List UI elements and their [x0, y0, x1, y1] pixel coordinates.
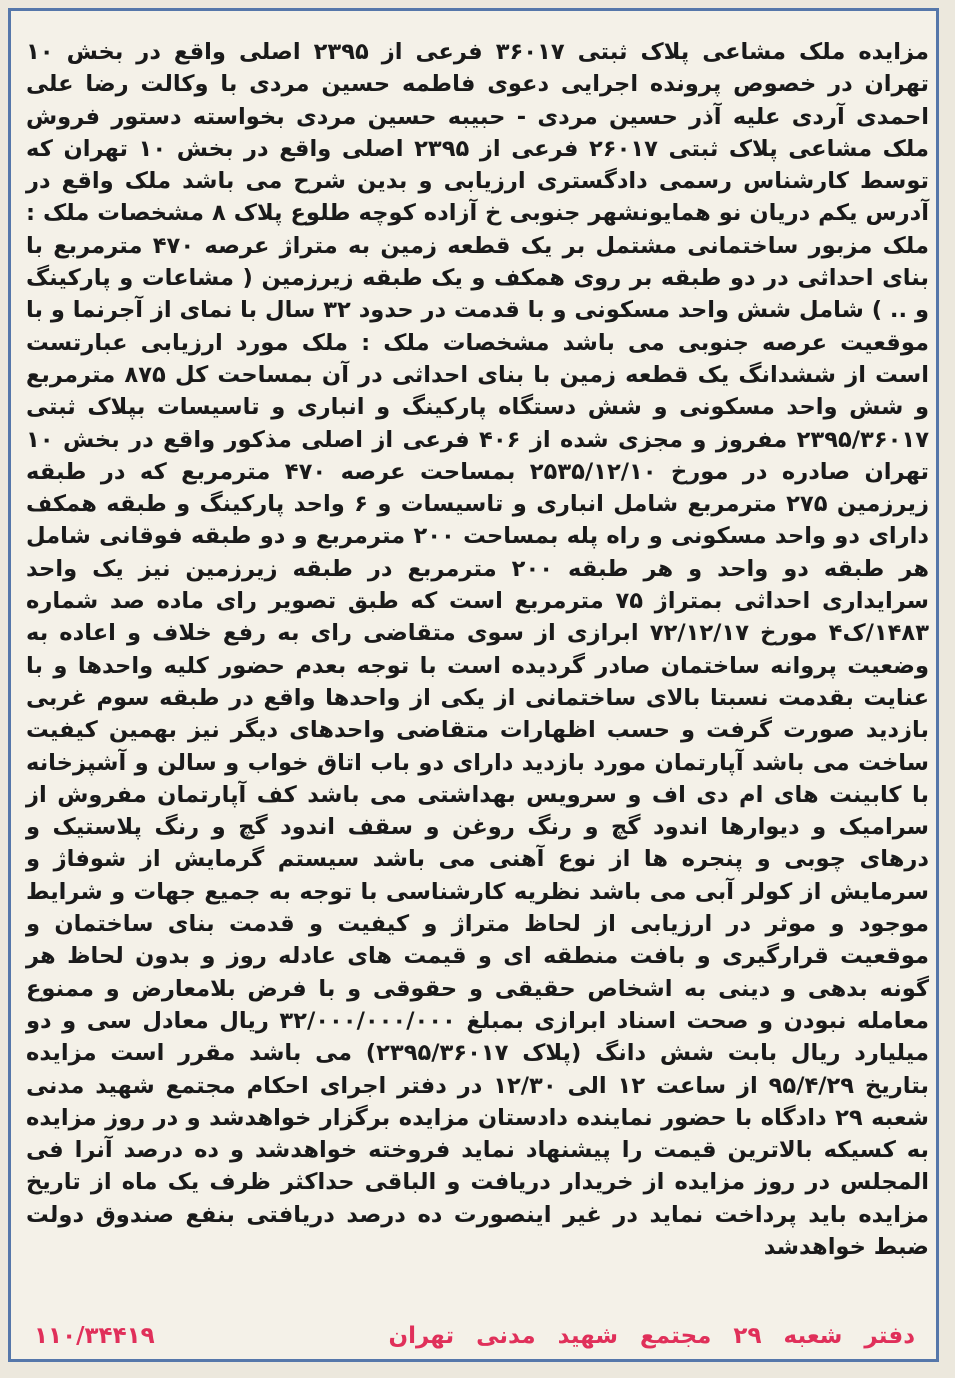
court-office-label: دفتر شعبه ۲۹ مجتمع شهید مدنی تهران — [388, 1323, 915, 1349]
auction-notice-text: مزایده ملک مشاعی پلاک ثبتی ۳۶۰۱۷ فرعی از ۲۳۹۵ اصلی واقع در بخش ۱۰ تهران در خصوص پرونده اجرایی دعوی فاطمه حسین مردی با وکالت رضا علی احمدی آردی علیه آذر حسین مردی - حبیبه حسین مردی بخواسته دستور فروش ملک مشاعی پلاک ثبتی ۲۶۰۱۷ فرعی از ۲۳۹۵ اصلی واقع در بخش ۱۰ تهران که توسط کارشناس رسمی دادگستری ارزیابی و بدین شرح می باشد ملک واقع در آدرس یکم دریان نو همایونشهر جنوبی خ آزاده کوچه طلوع پلاک ۸ مشخصات ملک : ملک مزبور ساختمانی مشتمل بر یک قطعه زمین به متراژ عرصه ۴۷۰ مترمربع با بنای احداثی در دو طبقه بر روی همکف و یک طبقه زیرزمین ( مشاعات و پارکینگ و .. ) شامل شش واحد مسکونی و با قدمت در حدود ۳۲ سال با نمای از آجرنما و با موقعیت عرصه جنوبی می باشد مشخصات ملک : ملک مورد ارزیابی عبارتست است از ششدانگ یک قطعه زمین با بنای احداثی در آن بمساحت کل ۸۷۵ مترمربع و شش واحد مسکونی و شش دستگاه پارکینگ و انباری و تاسیسات بپلاک ثبتی ۲۳۹۵/۳۶۰۱۷ مفروز و مجزی شده از ۴۰۶ فرعی از اصلی مذکور واقع در بخش ۱۰ تهران صادره در مورخ ۲۵۳۵/۱۲/۱۰ بمساحت عرصه ۴۷۰ مترمربع که در طبقه زیرزمین ۲۷۵ مترمربع شامل انباری و تاسیسات و ۶ واحد پارکینگ و طبقه همکف دارای دو واحد مسکونی و راه پله بمساحت ۲۰۰ مترمربع و دو طبقه فوقانی شامل هر طبقه دو واحد و هر طبقه ۲۰۰ مترمربع در طبقه زیرزمین نیز یک واحد سرایداری احداثی بمتراژ ۷۵ مترمربع است که طبق تصویر رای ماده صد شماره ۱۴۸۳/ک۴ مورخ ۷۲/۱۲/۱۷ ابرازی از سوی متقاضی رای به رفع خلاف و اعاده به وضعیت پروانه ساختمان صادر گردیده است با توجه بعدم حضور کلیه واحدها و با عنایت بقدمت نسبتا بالای ساختمانی از یکی از واحدها واقع در طبقه سوم غربی بازدید صورت گرفت و حسب اظهارات متقاضی واحدهای دیگر نیز بهمین کیفیت ساخت می باشد آپارتمان مورد بازدید دارای دو باب اتاق خواب و سالن و آشپزخانه با کابینت های ام دی اف و سرویس بهداشتی می باشد کف آپارتمان مفروش از سرامیک و دیوارها اندود گچ و رنگ روغن و سقف اندود گچ و رنگ پلاستیک و درهای چوبی و پنجره ها از نوع آهنی می باشد سیستم گرمایش از شوفاژ و سرمایش از کولر آبی می باشد نظریه کارشناسی با توجه به جمیع جهات و شرایط موجود و موثر در ارزیابی از لحاظ متراژ و کیفیت و قدمت بنای ساختمان و موقعیت قرارگیری و بافت منطقه ای و قیمت های عادله روز و بدون لحاظ هر گونه بدهی و دینی به اشخاص حقیقی و حقوقی و با فرض بلامعارض و ممنوع معامله نبودن و صحت اسناد ابرازی بمبلغ ۳۲/۰۰۰/۰۰۰/۰۰۰ ریال معادل سی و دو میلیارد ریال بابت شش دانگ (پلاک ۲۳۹۵/۳۶۰۱۷) می باشد مقرر است مزایده بتاریخ ۹۵/۴/۲۹ از ساعت ۱۲ الی ۱۲/۳۰ در دفتر اجرای احکام مجتمع شهید مدنی شعبه ۲۹ دادگاه با حضور نماینده دادستان مزایده برگزار خواهدشد و در روز مزایده به کسیکه بالاترین قیمت را پیشنهاد نماید فروخته خواهدشد و ده درصد آنرا فی المجلس در روز مزایده از خریدار دریافت و الباقی حداکثر ظرف یک ماه از تاریخ مزایده باید پرداخت نماید در غیر اینصورت ده درصد دریافتی بنفع صندوق دولت ضبط خواهدشد — [26, 39, 930, 1260]
notice-code: ۱۱۰/۳۴۴۱۹ — [34, 1323, 155, 1349]
notice-footer — [34, 1318, 915, 1354]
